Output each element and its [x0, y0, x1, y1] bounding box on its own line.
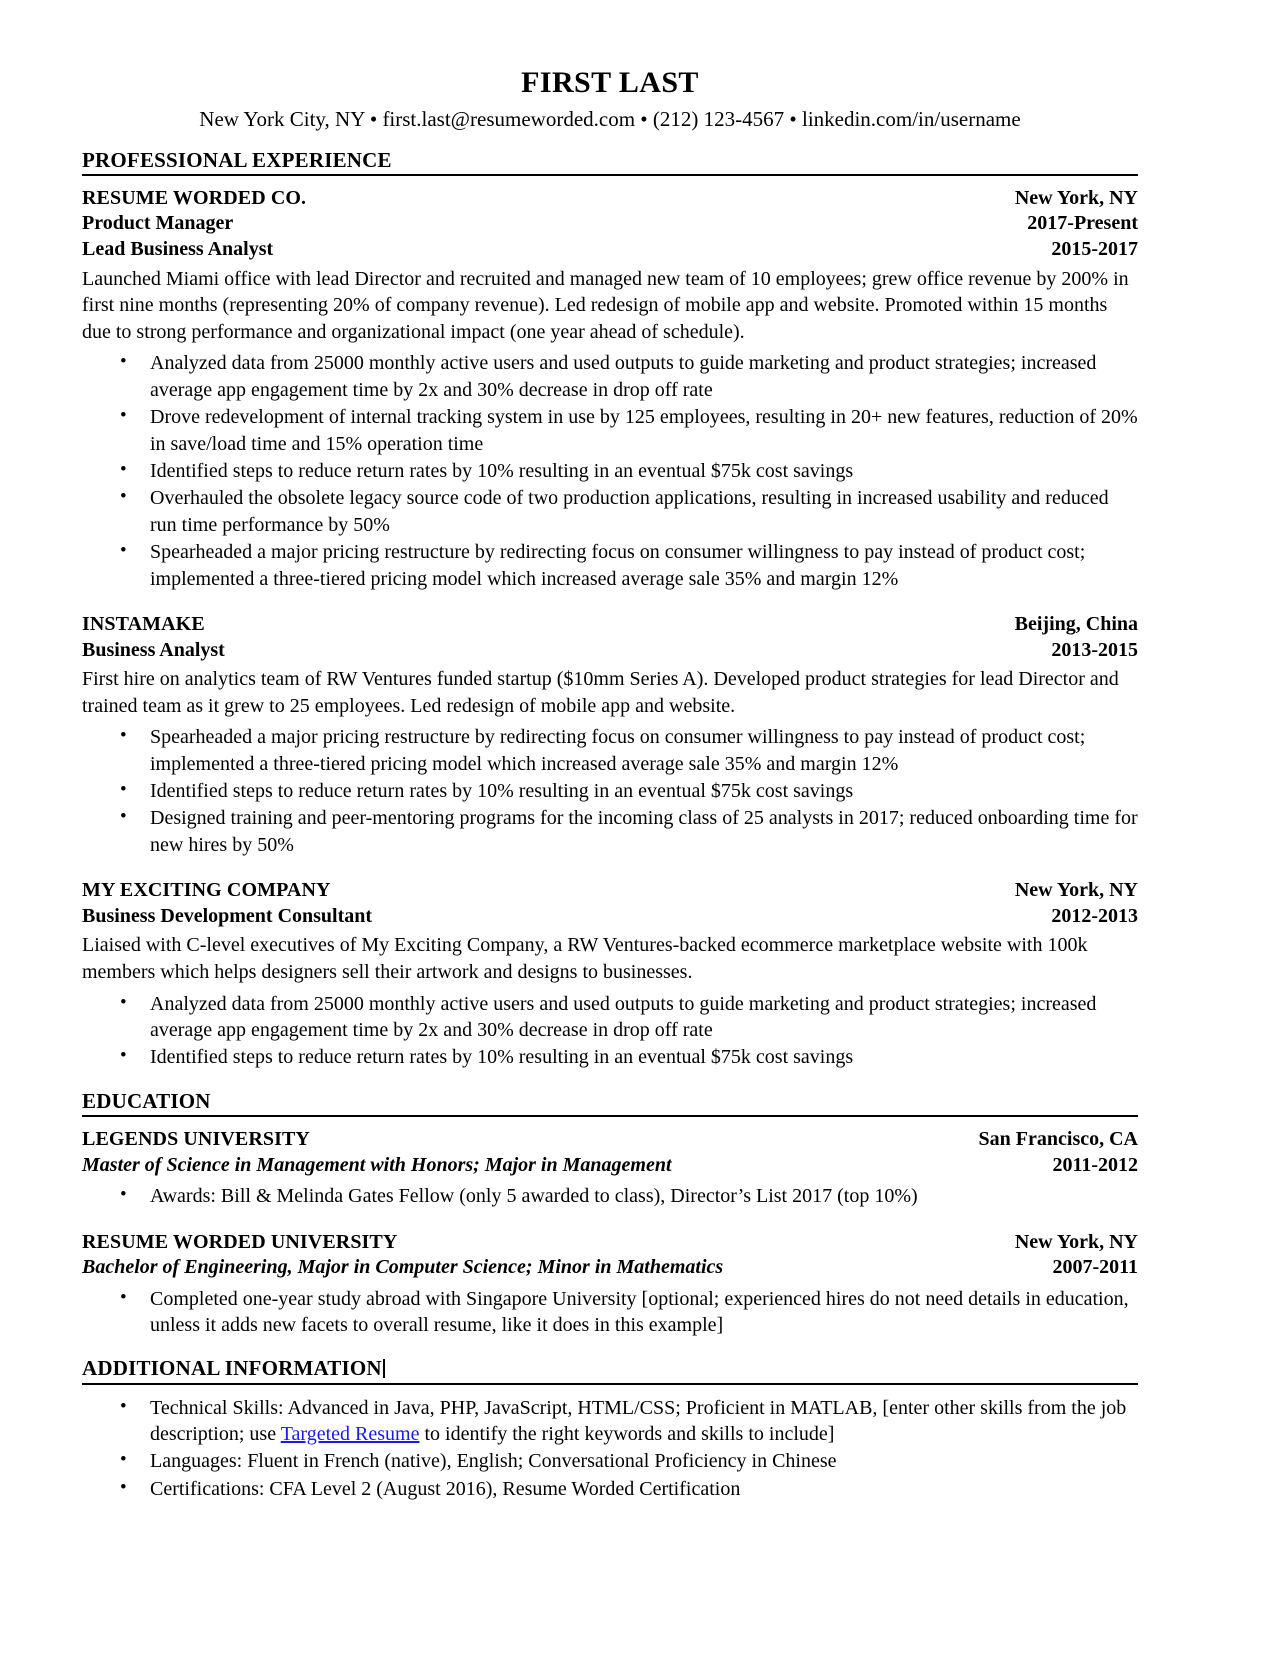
experience-org-row: [82, 878, 1138, 904]
job-bullet-list: [82, 350, 1138, 592]
bullet-item: • Drove redevelopment of internal tracking system in use by 125 employees, resulting in 20+ new features, reduction of 20% in save/load time and 15% operation time: [82, 404, 1138, 457]
section-heading-education: EDUCATION: [82, 1089, 1138, 1117]
education-school-row: [82, 1127, 1138, 1153]
targeted-resume-link[interactable]: Targeted Resume: [280, 1423, 420, 1445]
education-school-row: [82, 1230, 1138, 1256]
job-title: Product Manager: [82, 212, 234, 235]
job-title: Business Development Consultant: [82, 904, 373, 927]
bullet-item: • Spearheaded a major pricing restructure by redirecting focus on consumer willingness to pay instead of product cost; implemented a three-tiered pricing model which increased average sale 35% and margin 12%: [82, 539, 1138, 592]
job-summary: First hire on analytics team of RW Ventures funded startup ($10mm Series A). Developed product strategies for lead Director and trained team as it grew to 25 employees. Led redesign of mobile app and website.: [82, 668, 1119, 717]
bullet-item: • Completed one-year study abroad with Singapore University [optional; experienced hires do not need details in education, unless it adds new facets to overall resume, like it does in this example]: [82, 1286, 1138, 1339]
job-summary: Launched Miami office with lead Director and recruited and managed new team of 10 employees; grew office revenue by 200% in first nine months (representing 20% of company revenue). Led redesign of mobile app and website. Promoted within 15 months due to strong performance and organizational impact (one year ahead of schedule).: [82, 267, 1129, 343]
section-heading-additional-label: ADDITIONAL INFORMATION: [82, 1356, 382, 1381]
school-location: New York, NY: [1014, 1230, 1138, 1253]
company-name: RESUME WORDED CO.: [82, 186, 307, 209]
company-location: New York, NY: [1014, 186, 1138, 209]
bullet-item: • Awards: Bill & Melinda Gates Fellow (only 5 awarded to class), Director’s List 2017 (top 10%): [82, 1183, 1138, 1209]
degree-name: Bachelor of Engineering, Major in Computer Science; Minor in Mathematics: [82, 1256, 724, 1279]
bullet-item: • Identified steps to reduce return rates by 10% resulting in an eventual $75k cost savings: [82, 1044, 1138, 1070]
bullet-item: • Analyzed data from 25000 monthly active users and used outputs to guide marketing and product strategies; increased average app engagement time by 2x and 30% decrease in drop off rate: [82, 991, 1138, 1044]
degree-name: Master of Science in Management with Honors; Major in Management: [82, 1153, 672, 1176]
bullet-item: • Spearheaded a major pricing restructure by redirecting focus on consumer willingness to pay instead of product cost; implemented a three-tiered pricing model which increased average sale 35% and margin 12%: [82, 724, 1138, 777]
education-dates: 2007-2011: [1052, 1256, 1138, 1279]
experience-title-row: [82, 638, 1138, 664]
section-heading-experience: PROFESSIONAL EXPERIENCE: [82, 148, 1138, 176]
job-summary: Liaised with C-level executives of My Exciting Company, a RW Ventures-backed ecommerce marketplace website with 100k members which helps designers sell their artwork and designs to businesses.: [82, 934, 1088, 984]
experience-org-row: [82, 186, 1138, 212]
experience-title-row-secondary: [82, 237, 1138, 263]
education-bullet-list: [82, 1286, 1138, 1339]
school-location: San Francisco, CA: [978, 1127, 1138, 1150]
company-location: Beijing, China: [1014, 612, 1138, 635]
job-title-secondary: Lead Business Analyst: [82, 238, 274, 261]
education-entry: [82, 1230, 1138, 1339]
job-dates: 2013-2015: [1051, 638, 1138, 661]
bullet-item: • Designed training and peer-mentoring programs for the incoming class of 25 analysts in 2017; reduced onboarding time for new hires by 50%: [82, 805, 1138, 858]
company-name: MY EXCITING COMPANY: [82, 879, 331, 902]
company-location: New York, NY: [1014, 879, 1138, 902]
experience-entry: [82, 878, 1138, 1071]
education-dates: 2011-2012: [1052, 1153, 1138, 1176]
bullet-item: • Identified steps to reduce return rates by 10% resulting in an eventual $75k cost savings: [82, 458, 1138, 484]
company-name: INSTAMAKE: [82, 612, 205, 635]
bullet-item-languages: • Languages: Fluent in French (native), English; Conversational Proficiency in Chinese: [82, 1448, 1138, 1474]
additional-bullet-list: [82, 1395, 1138, 1503]
job-bullet-list: [82, 724, 1138, 858]
experience-title-row: [82, 211, 1138, 237]
bullet-item: • Analyzed data from 25000 monthly active users and used outputs to guide marketing and product strategies; increased average app engagement time by 2x and 30% decrease in drop off rate: [82, 350, 1138, 403]
bullet-item-certifications: • Certifications: CFA Level 2 (August 2016), Resume Worded Certification: [82, 1476, 1138, 1502]
education-degree-row: [82, 1255, 1138, 1281]
candidate-name: FIRST LAST: [521, 66, 699, 99]
experience-title-row: [82, 904, 1138, 930]
experience-org-row: [82, 612, 1138, 638]
skills-text-prefix: Technical Skills: Advanced in Java, PHP, JavaScript, HTML/CSS; Proficient in MATLAB, [enter other skills from the job description; use: [150, 1396, 1127, 1445]
bullet-item: • Overhauled the obsolete legacy source code of two production applications, resulting in increased usability and reduced run time performance by 50%: [82, 485, 1138, 538]
education-entry: [82, 1127, 1138, 1210]
job-bullet-list: [82, 991, 1138, 1071]
section-heading-additional-information: [82, 1356, 1138, 1384]
job-dates: 2017-Present: [1027, 212, 1138, 235]
text-cursor: [383, 1359, 385, 1378]
bullet-item-technical-skills: [82, 1395, 1138, 1448]
education-degree-row: [82, 1153, 1138, 1179]
job-title: Business Analyst: [82, 638, 225, 661]
education-bullet-list: [82, 1183, 1138, 1209]
experience-entry: [82, 186, 1138, 592]
school-name: RESUME WORDED UNIVERSITY: [82, 1230, 398, 1253]
contact-line: New York City, NY • first.last@resumeworded.com • (212) 123-4567 • linkedin.com/in/username: [199, 106, 1021, 131]
school-name: LEGENDS UNIVERSITY: [82, 1127, 310, 1150]
job-dates-secondary: 2015-2017: [1051, 238, 1138, 261]
skills-text-suffix: to identify the right keywords and skills to include]: [419, 1423, 835, 1445]
experience-entry: [82, 612, 1138, 858]
bullet-item: • Identified steps to reduce return rates by 10% resulting in an eventual $75k cost savings: [82, 778, 1138, 804]
job-dates: 2012-2013: [1051, 904, 1138, 927]
